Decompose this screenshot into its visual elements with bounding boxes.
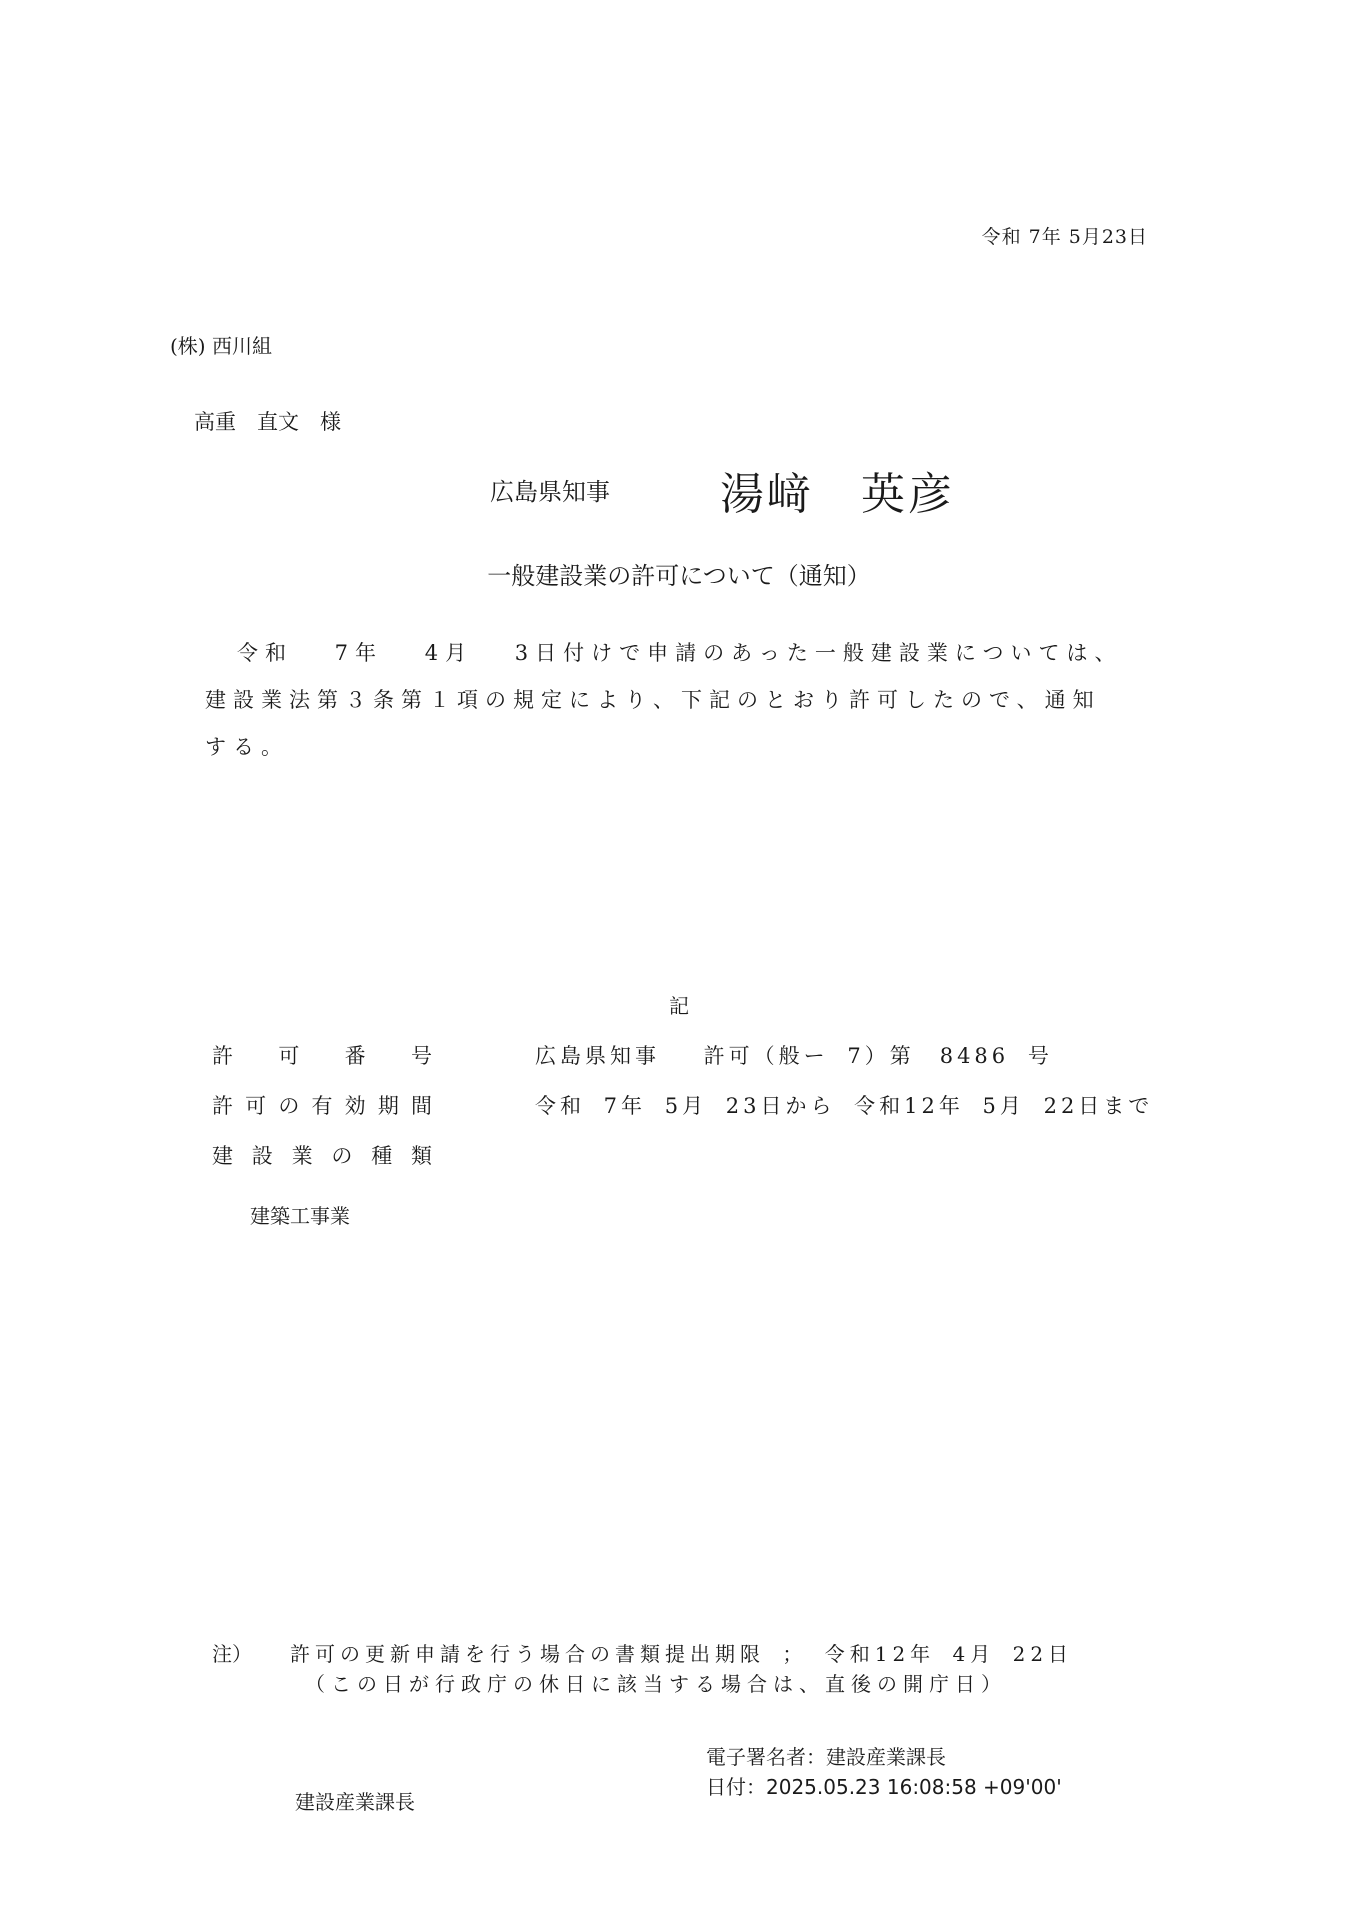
digital-signature-block — [706, 1742, 1062, 1802]
permit-number-label: 許可番号 — [212, 1044, 432, 1068]
company-name: (株) 西川組 — [170, 334, 272, 358]
issue-date: 令和 7年 5月23日 — [981, 226, 1148, 248]
body-line: 建設業法第３条第１項の規定により、下記のとおり許可したので、通知 — [205, 688, 1101, 712]
issuer-title: 広島県知事 — [490, 478, 610, 506]
validity-period-value: 令和 7年 5月 23日から 令和12年 5月 22日まで — [535, 1094, 1154, 1118]
permit-number-value: 広島県知事 許可（般ー 7）第 8486 号 — [535, 1044, 1053, 1068]
issuer-name: 湯﨑 英彦 — [720, 469, 955, 520]
note-subtext: （この日が行政庁の休日に該当する場合は、直後の開庁日） — [305, 1672, 1007, 1696]
signature-signer: 電子署名者：建設産業課長 — [706, 1745, 946, 1769]
recipient-name: 高重 直文 様 — [194, 410, 341, 434]
note-text: 許可の更新申請を行う場合の書類提出期限 ； 令和12年 4月 22日 — [290, 1642, 1074, 1666]
ki-heading: 記 — [669, 994, 689, 1018]
note-label: 注） — [212, 1642, 252, 1666]
document-subject: 一般建設業の許可について（通知） — [487, 562, 871, 590]
body-text — [205, 630, 1155, 771]
business-type-label: 建設業の種類 — [212, 1144, 432, 1168]
business-type-value: 建築工事業 — [250, 1204, 350, 1228]
body-line: する。 — [205, 735, 289, 759]
section-chief: 建設産業課長 — [295, 1790, 415, 1814]
signature-date: 日付：2025.05.23 16:08:58 +09'00' — [706, 1775, 1062, 1799]
validity-period-label: 許可の有効期間 — [212, 1094, 432, 1118]
body-line: 令和 7年 4月 3日付けで申請のあった一般建設業については、 — [237, 641, 1123, 665]
